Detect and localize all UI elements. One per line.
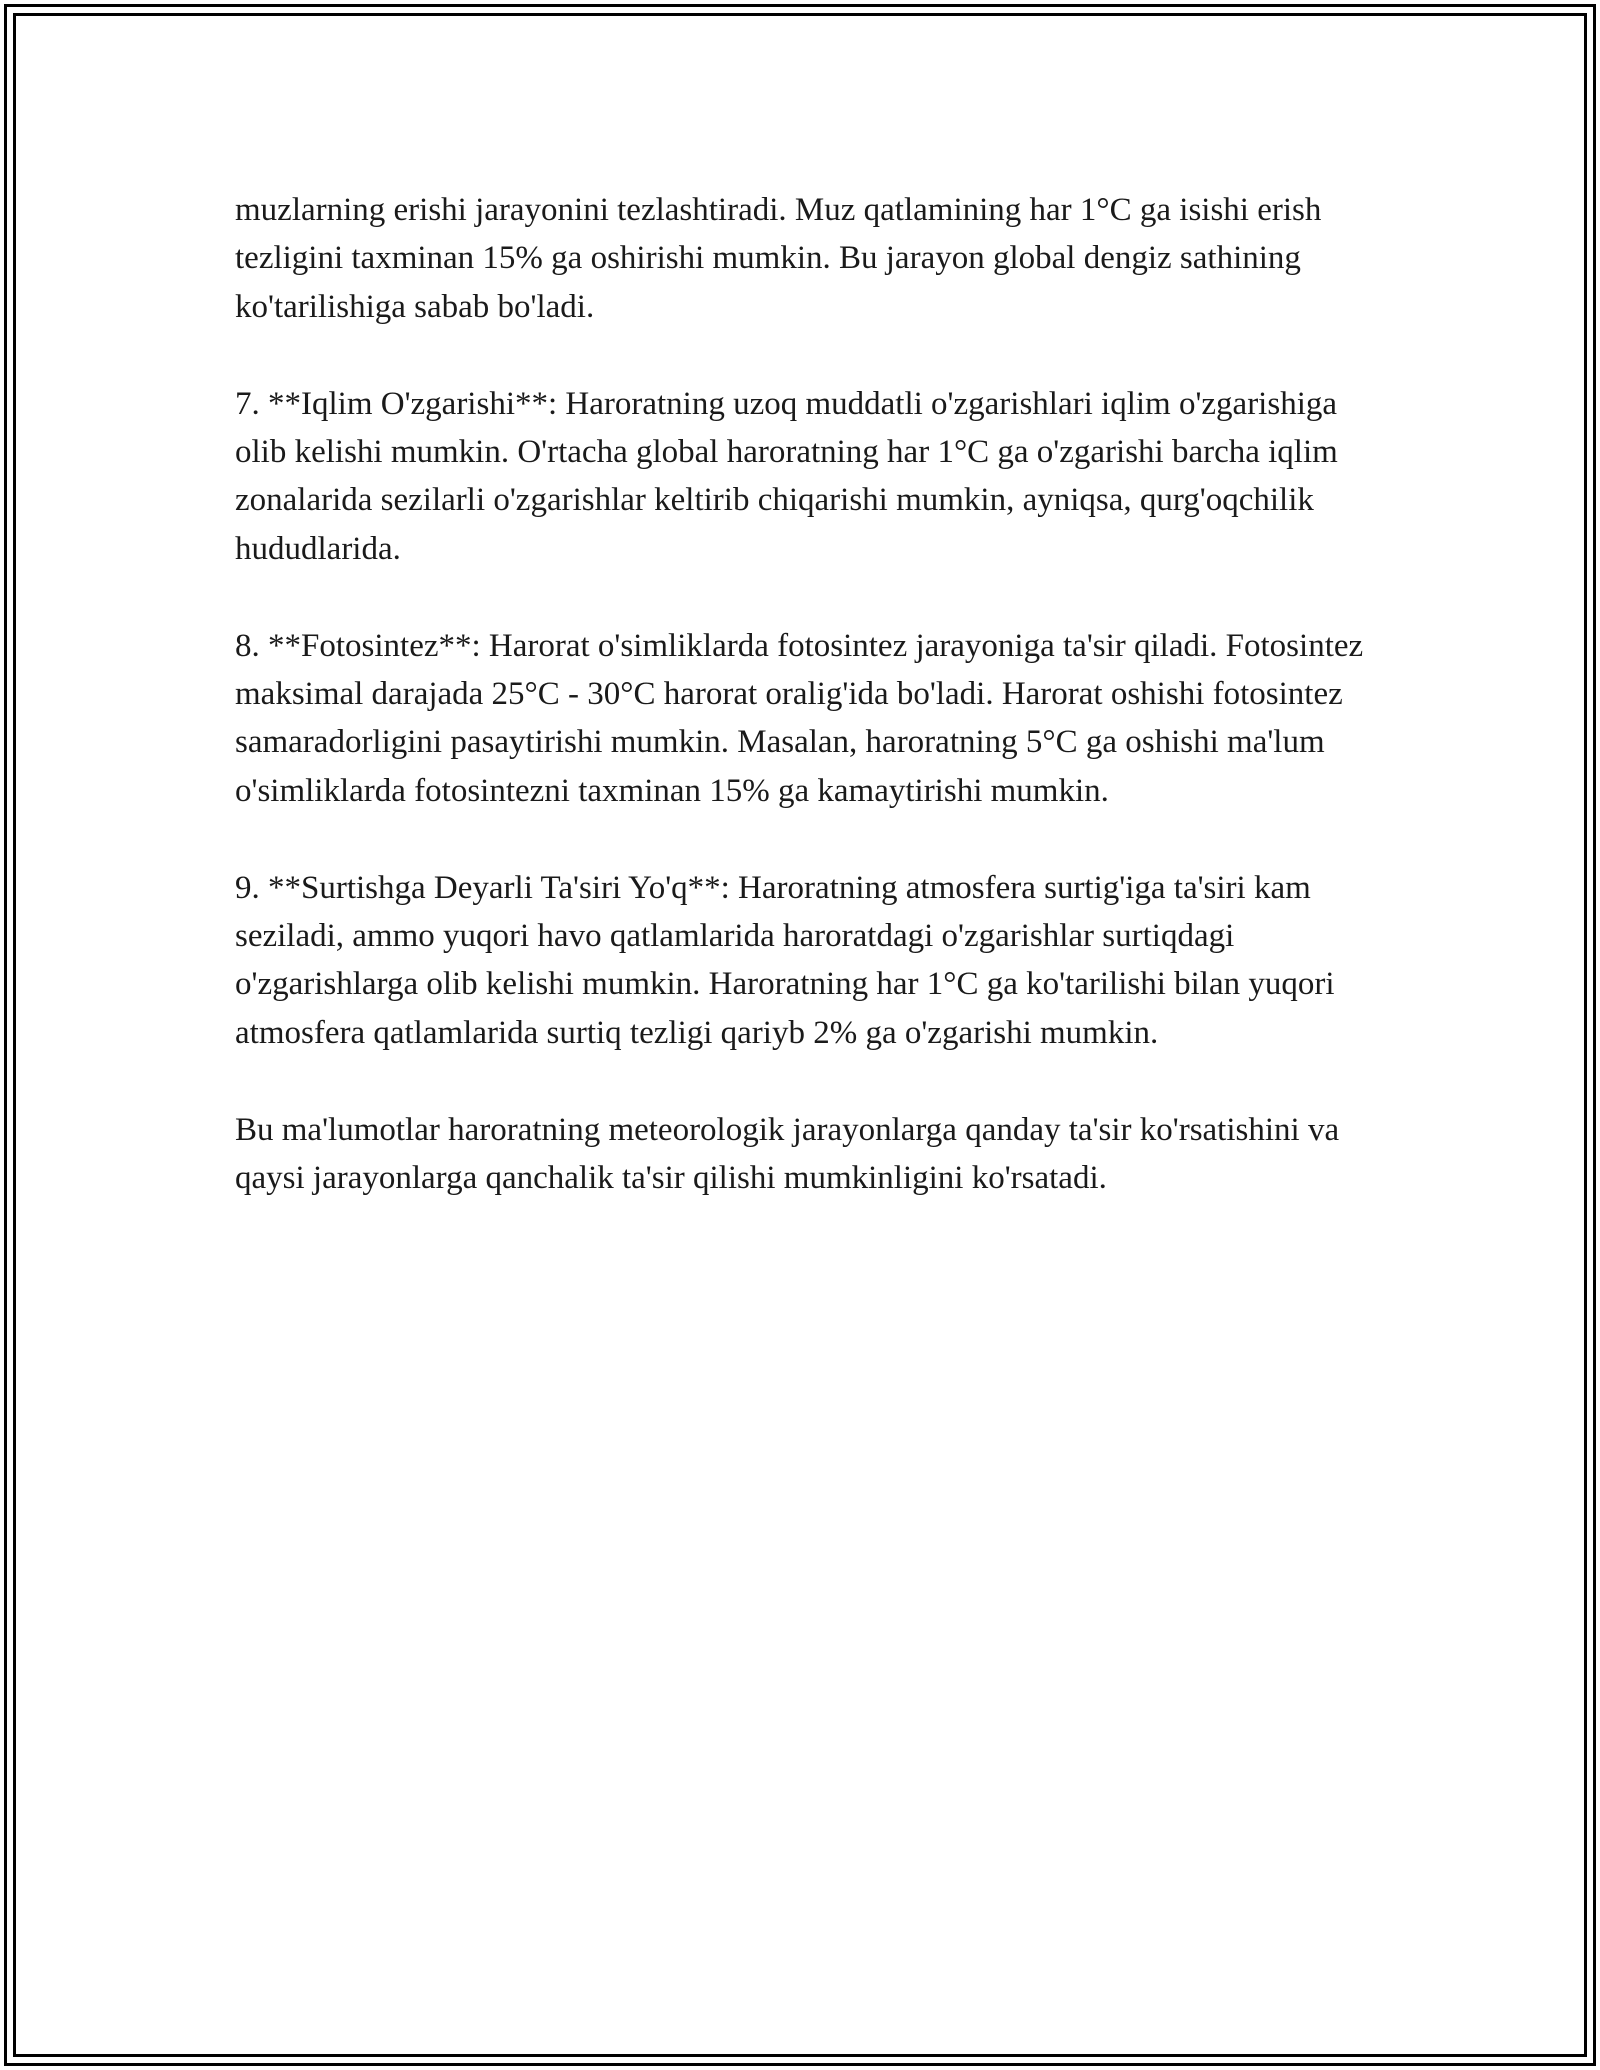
paragraph-photosynthesis: 8. **Fotosintez**: Harorat o'simliklarda fotosintez jarayoniga ta'sir qiladi. Fotosintez maksimal darajada 25°C - 30°C harorat oralig'ida bo'ladi. Harorat oshishi fotosintez samaradorligini pasaytirishi mumkin. Masalan, haroratning 5°C ga oshishi ma'lum o'simliklarda fotosintezni taxminan 15% ga kamaytirishi mumkin. [235,627,1364,809]
document-body [235,186,1390,1251]
paragraph-climate-change: 7. **Iqlim O'zgarishi**: Haroratning uzoq muddatli o'zgarishlari iqlim o'zgarishiga olib kelishi mumkin. O'rtacha global haroratning har 1°C ga o'zgarishi barcha iqlim zonalarida sezilarli o'zgarishlar keltirib chiqarishi mumkin, ayniqsa, qurg'oqchilik hududlarida. [235,385,1338,567]
paragraph-friction: 9. **Surtishga Deyarli Ta'siri Yo'q**: Haroratning atmosfera surtig'iga ta'siri kam seziladi, ammo yuqori havo qatlamlarida haroratdagi o'zgarishlar surtiqdagi o'zgarishlarga olib kelishi mumkin. Haroratning har 1°C ga ko'tarilishi bilan yuqori atmosfera qatlamlarida surtiq tezligi qariyb 2% ga o'zgarishi mumkin. [235,869,1335,1051]
paragraph-conclusion: Bu ma'lumotlar haroratning meteorologik jarayonlarga qanday ta'sir ko'rsatishini va qaysi jarayonlarga qanchalik ta'sir qilishi mumkinligini ko'rsatadi. [235,1111,1340,1197]
paragraph-melting-ice: muzlarning erishi jarayonini tezlashtiradi. Muz qatlamining har 1°C ga isishi erish tezligini taxminan 15% ga oshirishi mumkin. Bu jarayon global dengiz sathining ko'tarilishiga sabab bo'ladi. [235,192,1322,325]
